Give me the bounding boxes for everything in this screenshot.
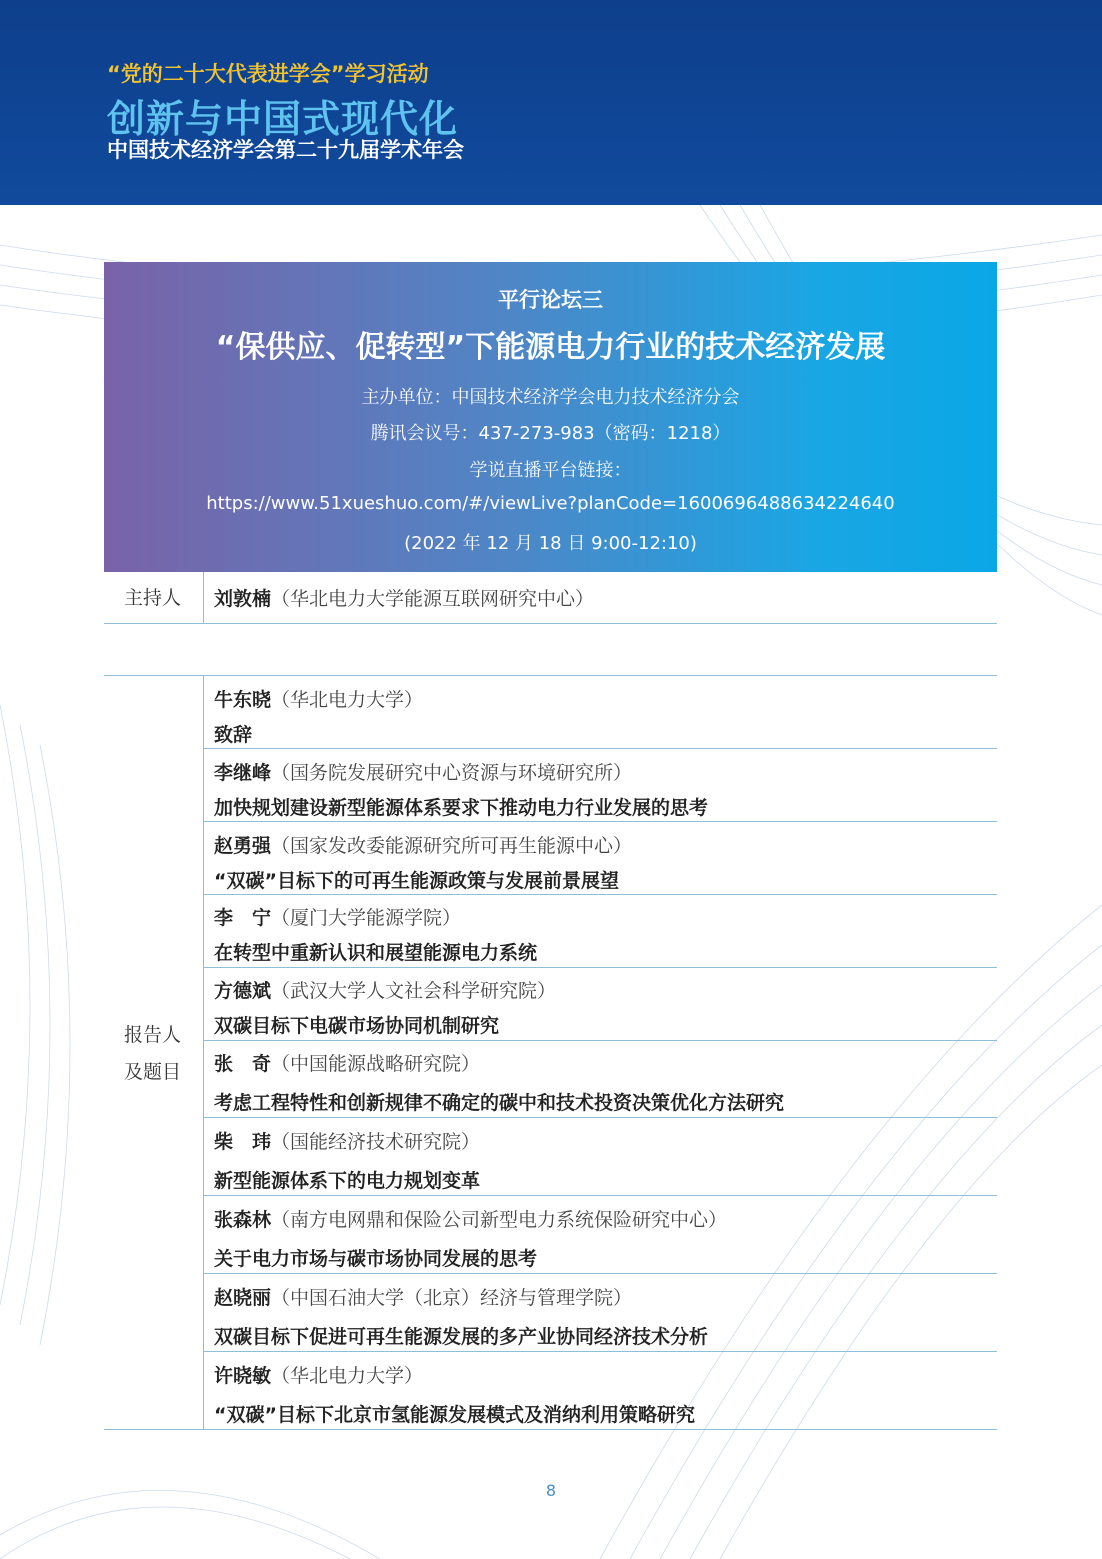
speaker-org: （厦门大学能源学院） xyxy=(271,907,462,929)
host-name: 刘敦楠 xyxy=(214,588,272,610)
report-item xyxy=(214,758,994,820)
speaker-name: 李 宁 xyxy=(214,907,272,929)
report-item xyxy=(214,1127,994,1193)
report-item xyxy=(214,831,994,893)
forum-banner xyxy=(104,262,997,572)
speaker-name: 牛东晓 xyxy=(214,689,272,711)
header-band xyxy=(0,0,1102,205)
speaker-org: （中国石油大学（北京）经济与管理学院） xyxy=(271,1287,633,1309)
report-topic: 致辞 xyxy=(214,724,253,746)
speaker-name: 方德斌 xyxy=(214,980,272,1002)
speaker-name: 李继峰 xyxy=(214,762,272,784)
forum-title: “保供应、促转型”下能源电力行业的技术经济发展 xyxy=(215,330,886,365)
speaker-org: （国能经济技术研究院） xyxy=(271,1131,481,1153)
forum-number: 平行论坛三 xyxy=(498,288,603,312)
report-topic: “双碳”目标下的可再生能源政策与发展前景展望 xyxy=(214,870,619,892)
speaker-org: （国家发改委能源研究所可再生能源中心） xyxy=(271,835,633,857)
header-title: 创新与中国式现代化 xyxy=(107,97,459,141)
speaker-org: （中国能源战略研究院） xyxy=(271,1053,481,1075)
live-url[interactable]: https://www.51xueshuo.com/#/viewLive?planCode=1600696488634224640 xyxy=(206,493,895,514)
host-org: （华北电力大学能源互联网研究中心） xyxy=(271,588,595,610)
speaker-name: 赵晓丽 xyxy=(214,1287,272,1309)
speaker-org: （武汉大学人文社会科学研究院） xyxy=(271,980,557,1002)
host-label: 主持人 xyxy=(124,587,182,609)
report-topic: 考虑工程特性和创新规律不确定的碳中和技术投资决策优化方法研究 xyxy=(214,1092,785,1114)
host-row xyxy=(214,584,994,611)
report-topic: 新型能源体系下的电力规划变革 xyxy=(214,1170,481,1192)
speaker-org: （国务院发展研究中心资源与环境研究所） xyxy=(271,762,633,784)
speaker-name: 张森林 xyxy=(214,1209,272,1231)
speaker-org: （南方电网鼎和保险公司新型电力系统保险研究中心） xyxy=(271,1209,728,1231)
report-topic: 关于电力市场与碳市场协同发展的思考 xyxy=(214,1248,538,1270)
report-item xyxy=(214,1361,994,1427)
report-topic: 双碳目标下促进可再生能源发展的多产业协同经济技术分析 xyxy=(214,1326,709,1348)
reports-label-2: 及题目 xyxy=(124,1061,182,1083)
report-item xyxy=(214,1283,994,1349)
speaker-name: 柴 玮 xyxy=(214,1131,272,1153)
speaker-org: （华北电力大学） xyxy=(271,1365,424,1387)
live-label: 学说直播平台链接： xyxy=(469,460,632,481)
header-activity: “党的二十大代表进学会”学习活动 xyxy=(107,62,429,86)
report-item xyxy=(214,976,994,1038)
event-time: (2022 年 12 月 18 日 9:00-12:10) xyxy=(404,533,697,554)
report-topic: 加快规划建设新型能源体系要求下推动电力行业发展的思考 xyxy=(214,797,709,819)
report-item xyxy=(214,1205,994,1271)
reports-label-1: 报告人 xyxy=(124,1024,182,1046)
report-item xyxy=(214,903,994,965)
speaker-name: 许晓敏 xyxy=(214,1365,272,1387)
tencent-meeting: 腾讯会议号：437-273-983（密码：1218） xyxy=(370,423,731,444)
speaker-org: （华北电力大学） xyxy=(271,689,424,711)
report-item xyxy=(214,685,994,747)
report-topic: 双碳目标下电碳市场协同机制研究 xyxy=(214,1015,500,1037)
speaker-name: 张 奇 xyxy=(214,1053,272,1075)
speaker-name: 赵勇强 xyxy=(214,835,272,857)
page-number: 8 xyxy=(545,1481,557,1500)
report-topic: “双碳”目标下北京市氢能源发展模式及消纳利用策略研究 xyxy=(214,1404,695,1426)
organizer: 主办单位：中国技术经济学会电力技术经济分会 xyxy=(361,387,740,408)
report-item xyxy=(214,1049,994,1115)
report-topic: 在转型中重新认识和展望能源电力系统 xyxy=(214,942,538,964)
header-subtitle: 中国技术经济学会第二十九届学术年会 xyxy=(107,138,464,162)
